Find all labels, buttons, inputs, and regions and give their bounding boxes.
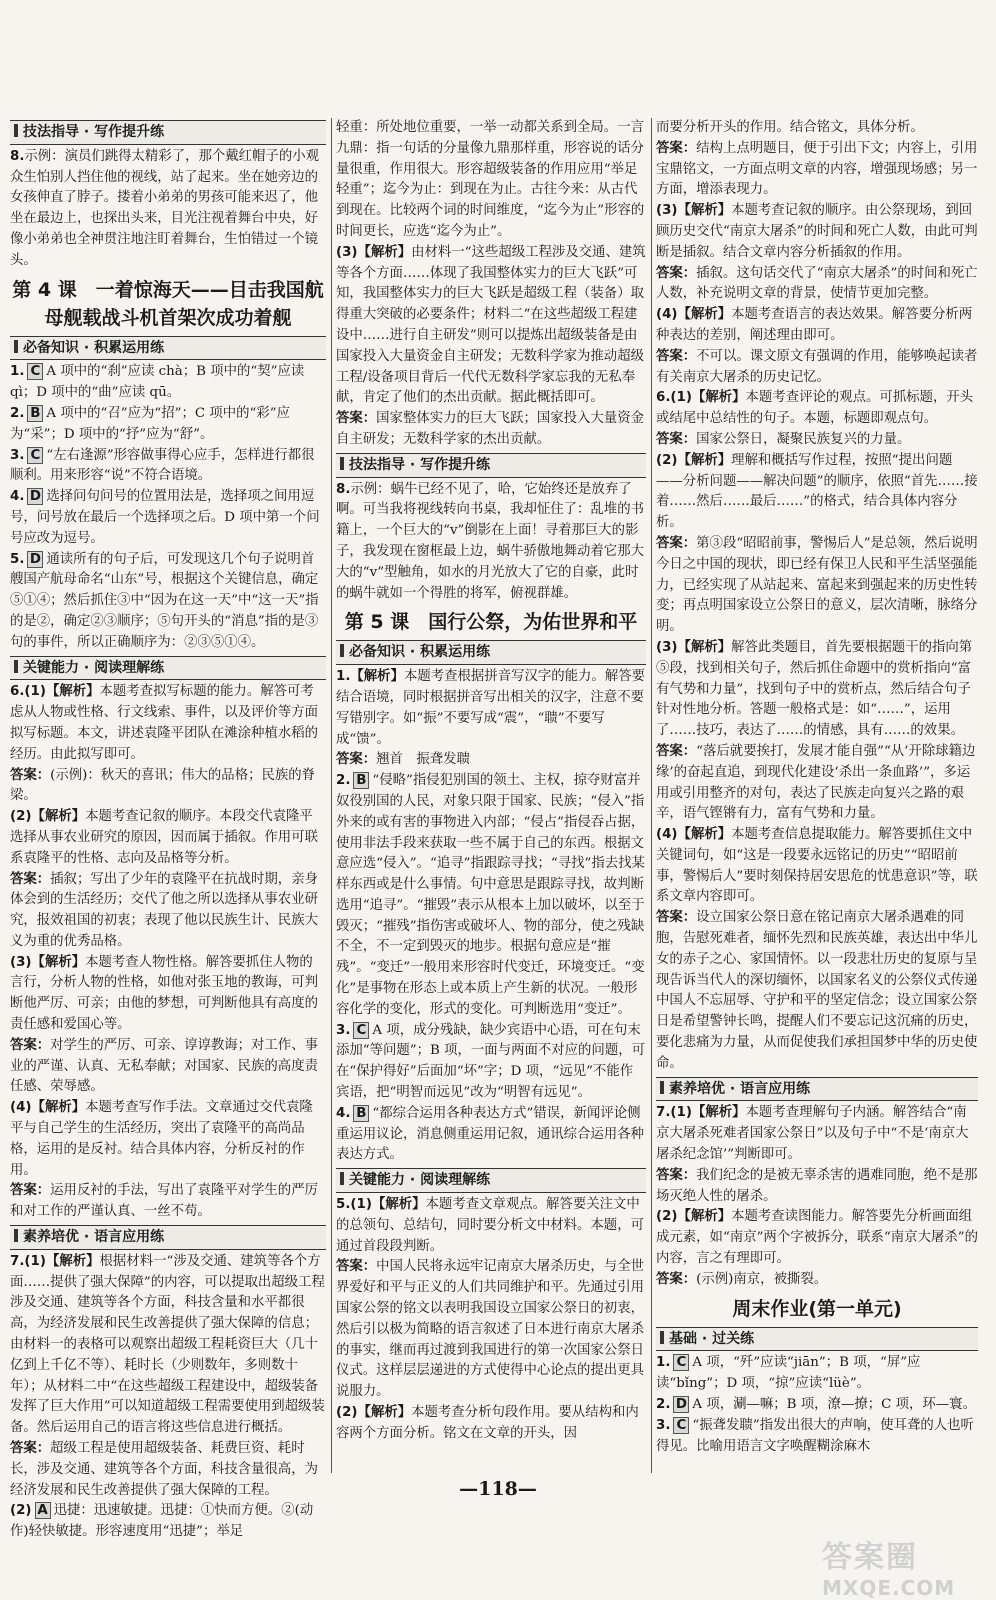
question-item — [336, 480, 646, 605]
question-number: 7. — [656, 1105, 671, 1121]
lesson-title: 第 5 课 国行公祭，为佑世界和平 — [344, 611, 638, 634]
answer-tag: 答案： — [10, 871, 51, 887]
question-text: 由材料一“这些超级工程涉及交通、建筑等各个方面……体现了我国整体实力的巨大飞跃”可知，我国整体实力的巨大飞跃是超级工程（装备）取得重大突破的必要条件；材料二“在这些超级工程建设中……进行自主研发”则可以提炼出超级装备是由国家投入大量资金自主研发；无数科学家为推动超级工程/设备项目背后一代代无数科学家忘我的无私奉献，肯定了他们的杰出贡献。据此概括即可。 — [336, 244, 646, 406]
question-item — [10, 487, 326, 549]
section-header — [656, 1327, 978, 1352]
answer-text: 超级工程是使用超级装备、耗费巨资、耗时长，涉及交通、建筑等各个方面，科技含量很高，为经济发展和民生改善提供了强大保障的工程。 — [10, 1441, 318, 1498]
answer-choice-box: B — [353, 772, 369, 789]
question-item — [656, 388, 978, 430]
section-marker — [14, 660, 18, 673]
question-number: 6. — [656, 390, 671, 406]
question-number: 1. — [336, 669, 351, 685]
question-item — [656, 451, 978, 534]
answer-line — [10, 1036, 326, 1098]
question-text: 本题考查语言的表达效果。解答要分析两种表达的差别，阐述理由即可。 — [656, 307, 973, 343]
section-header — [336, 640, 646, 665]
question-item — [656, 1207, 978, 1269]
question-text: 迅捷：迅速敏捷。迅捷：①快而方便。②(动作)轻快敏捷。形容速度用“迅捷”；举足 — [10, 1503, 314, 1540]
continued-text: 轻重：所处地位重要，一举一动都关系到全局。一言九鼎：指一句话的分量像九鼎那样重，形容说的话分量很重，作用很大。形容超级装备的作用应用“举足轻重”；迄今为止：到现在为止。古往今来：从古代到现在。比较两个词的时间维度，“迄今为止”形容的时间更长，应选“迄今为止”。 — [336, 120, 645, 239]
question-number: 1. — [10, 364, 25, 380]
question-tag: (3)【解析】 — [10, 954, 86, 970]
question-item — [336, 1104, 646, 1166]
question-text: “都综合运用各种表达方式”错误，新闻评论侧重运用议论，消息侧重运用记叙，通讯综合运用各种表达方式。 — [336, 1105, 644, 1163]
question-text: “振聋发聩”指发出很大的声响，使耳聋的人也听得见。比喻用语言文字唤醒糊涂麻木 — [656, 1417, 974, 1454]
question-number: 8. — [10, 148, 25, 164]
question-text: 本题考查文章观点。解答要关注文中的总领句、总结句，同时要分析文中材料。本题，可通过首段段判断。 — [336, 1197, 644, 1254]
answer-choice-box: D — [27, 551, 43, 568]
answer-line — [656, 1166, 978, 1208]
question-tag: (1)【解析】 — [24, 1253, 100, 1269]
question-text: 本题考查记叙的顺序。本段交代袁隆平选择从事农业研究的原因，因而属于插叙。作用可联系袁隆平的性格、志向及品格等分析。 — [10, 809, 318, 866]
answer-tag: 答案： — [656, 431, 697, 447]
answer-text: 第③段“昭昭前事，警惕后人”是总领，然后说明今日之中国的现状，即已经有保卫人民和平生活坚强能力，已经实现了从站起来、富起来到强起来的历史性转变；再点明国家设立公祭日的意义，层次清晰，脉络分明。 — [656, 535, 978, 635]
section-marker — [340, 644, 344, 657]
answer-choice-box: C — [27, 447, 43, 464]
question-text: 理解和概括写作过程，按照“提出问题——分析问题——解决问题”的顺序，依照“首先……接着……然后……最后……”的格式，结合具体内容分析。 — [656, 452, 978, 531]
question-item — [10, 1098, 326, 1181]
watermark-url: MXQE.COM — [822, 1576, 956, 1600]
question-text: 本题考查人物性格。解答要抓住人物的言行，分析人物的性格，如他对张玉地的教诲，可判断他严厉、可亲；由他的梦想，可判断他具有高度的责任感和爱国心等。 — [10, 954, 318, 1033]
answer-choice-box: A — [35, 1502, 51, 1519]
column-divider — [331, 118, 332, 1473]
question-item — [656, 305, 978, 347]
answer-line — [336, 409, 646, 451]
lesson-title: 周末作业(第一单元) — [732, 1297, 902, 1320]
question-text: 解答此类题目，首先要根据题干的指向第⑤段，找到相关句子，然后抓住命题中的赏析指向“富有气势和力量”，找到句子中的赏析点，然后结合句子针对性地分析。答题一般格式是：如“……”，运用了……技巧，表达了……的情感，具有……的效果。 — [656, 639, 973, 739]
answer-choice-box: B — [27, 405, 43, 422]
answer-text: 不可以。课文原文有强调的作用，能够唤起读者有关南京大屠杀的历史记忆。 — [656, 348, 978, 385]
question-tag: (2)【解析】 — [656, 1209, 732, 1225]
answer-tag: 答案： — [10, 1037, 51, 1053]
answer-text: 国家整体实力的巨大飞跃；国家投入大量资金自主研发；无数科学家的杰出贡献。 — [336, 411, 644, 447]
question-text: A 项，“歼”应读“jiān”；B 项，“屏”应读“bǐng”；D 项，“掠”应读“lüè”。 — [656, 1355, 921, 1392]
question-item — [10, 1501, 326, 1543]
section-header — [336, 453, 646, 478]
column-left — [10, 118, 326, 1540]
section-marker — [660, 1331, 664, 1344]
answer-choice-box: C — [27, 363, 43, 380]
answer-tag: 答案： — [656, 1271, 697, 1287]
answer-line — [336, 750, 646, 771]
question-item — [10, 404, 326, 446]
section-header — [10, 336, 326, 361]
answer-choice-box: D — [673, 1396, 689, 1413]
answer-text: 翘首 振聋发聩 — [376, 752, 470, 768]
question-text: 本题考查写作手法。文章通过交代袁隆平与自己学生的生活经历，突出了袁隆平的高尚品格，运用的是反衬。结合具体内容，分析反衬的作用。 — [10, 1100, 313, 1178]
question-item — [336, 1195, 646, 1257]
answer-line — [656, 139, 978, 201]
answer-choice-box: C — [673, 1354, 689, 1371]
question-number: 2. — [336, 773, 351, 789]
question-item — [10, 362, 326, 404]
answer-tag: 答案： — [656, 265, 697, 281]
answer-text: 中国人民将永远牢记南京大屠杀历史，与全世界爱好和平与正义的人们共同维护和平。先通过引用国家公祭的铭文以表明我国设立国家公祭日的初衷，然后引以极为简略的语言叙述了日本进行南京大屠杀的事实，继而再过渡到我国进行的第一次国家公祭日仪式。这样层层递进的方式使得中心论点的提出更具说服力。 — [336, 1259, 644, 1400]
question-tag: (1)【解析】 — [24, 684, 100, 700]
question-tag: (1)【解析】 — [670, 390, 746, 406]
question-tag: (2)【解析】 — [336, 1405, 412, 1421]
section-header — [10, 1225, 326, 1250]
answer-line — [656, 1270, 978, 1291]
answer-text: 结构上点明题目，便于引出下文；内容上，引用宝鼎铭文，一方面点明文章的内容，增强现场感；另一方面，增添表现力。 — [656, 140, 978, 198]
question-number: 3. — [336, 1022, 351, 1038]
answer-text: (示例)：秋天的喜讯；伟大的品格；民族的脊梁。 — [10, 767, 316, 804]
question-item — [336, 243, 646, 409]
answer-tag: 答案： — [10, 1441, 51, 1457]
question-item — [656, 1395, 978, 1416]
answer-tag: 答案： — [336, 411, 377, 427]
answer-tag: 答案： — [10, 767, 51, 783]
answer-tag: 答案： — [656, 910, 697, 926]
answer-text: 插叙；写出了少年的袁隆平在抗战时期，亲身体会到的生活经历；交代了他之所以选择从事农业研究，报效祖国的初衷；表现了他以民族生计、民族大义为重的优秀品格。 — [10, 871, 318, 949]
answer-tag: 答案： — [656, 348, 697, 364]
question-item — [10, 1252, 326, 1439]
watermark-logo — [822, 1532, 972, 1600]
answer-choice-box: C — [673, 1417, 689, 1434]
answer-text: 插叙。这句话交代了“南京大屠杀”的时间和死亡人数，补充说明文章的背景，使情节更加完整。 — [656, 265, 978, 302]
answer-line — [656, 264, 978, 306]
answer-choice-box: D — [27, 488, 43, 505]
answer-text: 设立国家公祭日意在铭记南京大屠杀遇难的同胞，告慰死难者，缅怀先烈和民族英雄，表达出中华儿女的赤子之心、家国情怀。以一段悲壮历史的复原与呈现告诉当代人的深切缅怀，以国家名义的公祭仪式传递中国人不忘屈辱、守护和平的坚定信念；设立国家公祭日是希望警钟长鸣，提醒人们不要忘记这沉痛的历史，要化悲痛为力量，从而促使我们承担国梦中华的历史使命。 — [656, 910, 978, 1071]
question-number: 4. — [10, 489, 25, 505]
section-marker — [14, 340, 18, 353]
answer-text: 运用反衬的手法，写出了袁隆平对学生的严厉和对工作的严谨认真、一丝不苟。 — [10, 1183, 318, 1220]
section-title: 关键能力 · 阅读理解练 — [349, 1172, 491, 1189]
section-title: 技法指导 · 写作提升练 — [349, 456, 491, 473]
question-text: 示例：演员们跳得太精彩了，那个戴红帽子的小观众生怕别人挡住他的视线，站了起来。坐在她旁边的女孩伸直了脖子。搂着小弟弟的男孩可能来迟了，他坐在最边上，也探出头来，目光注视着舞台中央，好像小弟弟也全神贯注地注盯着舞台，生怕错过一个镜头。 — [10, 148, 319, 268]
answer-text: 我们纪念的是被无辜杀害的遇难同胞，绝不是那场灭绝人性的屠杀。 — [656, 1167, 978, 1204]
question-tag: (3)【解析】 — [336, 244, 412, 260]
watermark-mark: 答案圈 — [822, 1540, 918, 1575]
answer-choice-box: C — [353, 1022, 369, 1039]
answer-tag: 答案： — [656, 535, 697, 551]
answer-choice-box: B — [353, 1105, 369, 1122]
answer-tag: 答案： — [656, 743, 697, 759]
question-number: 2. — [10, 405, 25, 421]
answer-line — [10, 870, 326, 953]
question-text: 本题考查记叙的顺序。由公祭现场，到回顾历史交代“南京大屠杀”的时间和死亡人数，由此可判断是插叙。结合文章内容分析插叙的作用。 — [656, 203, 978, 260]
question-text: 示例：蜗牛已经不见了，哈，它始终还是放弃了啊。可当我将视线转向书桌，我却怔住了：乱堆的书籍上，一个巨大的“v”倒影在上面！寻着那巨大的影子，我发现在窗框最上边，蜗牛骄傲地舞动着它那大大的“v”型触角，如水的月光放大了它的自豪，此时的蜗牛就如一个得胜的将军，俯视群雄。 — [336, 481, 644, 601]
question-text: 根据材料一“涉及交通、建筑等各个方面……提供了强大保障”的内容，可以提取出超级工程涉及交通、建筑等各个方面，科技含量和水平都很高，为经济发展和民生改善提供了强大保障的信息；由材料一的表格可以观察出超级工程耗资巨大（几十亿到上千亿不等）、耗时长（少则数年，多则数十年）；从材料二中“在这些超级工程建设中，超级装备发挥了巨大作用”可以知道超级工程需要使用到超级装备。然后运用自己的语言将这些信息进行概括。 — [10, 1253, 325, 1436]
question-item — [656, 1103, 978, 1165]
column-middle — [336, 118, 646, 1473]
question-text: “左右逢源”形容做事得心应手，怎样进行都很顺利。用来形容“说”不符合语境。 — [10, 447, 315, 484]
question-text: A 项中的“刹”应读 chà；B 项中的“契”应读 qì；D 项中的“曲”应读 qū。 — [10, 364, 305, 401]
answer-line — [656, 742, 978, 825]
section-title: 关键能力 · 阅读理解练 — [23, 659, 165, 676]
answer-tag: 答案： — [336, 752, 377, 768]
question-tag: (1)【解析】 — [670, 1105, 746, 1121]
answer-line — [10, 1181, 326, 1223]
question-tag: (3)【解析】 — [656, 203, 732, 219]
answer-tag: 答案： — [336, 1259, 377, 1275]
question-tag: (2)【解析】 — [10, 809, 86, 825]
question-text: A 项中的“召”应为“招”；C 项中的“彩”应为“采”；D 项中的“抒”应为“舒”。 — [10, 405, 290, 442]
answer-text: 国家公祭日，凝聚民族复兴的力量。 — [696, 431, 911, 447]
question-tag: (4)【解析】 — [656, 827, 732, 843]
question-number: 3. — [10, 447, 25, 463]
section-header — [10, 656, 326, 681]
lesson-title: 第 4 课 一着惊海天——目击我国航母舰载战斗机首架次成功着舰 — [12, 278, 324, 329]
question-item — [656, 825, 978, 908]
answer-text: (示例)南京，被撕裂。 — [696, 1271, 828, 1287]
question-tag: (1)【解析】 — [350, 1197, 426, 1213]
section-header — [656, 1077, 978, 1102]
question-tag: (2)【解析】 — [656, 452, 732, 468]
section-header — [10, 120, 326, 145]
question-number: 2. — [656, 1397, 671, 1413]
answer-text: “落后就要挨打，发展才能自强”“从‘开除球籍边缘’的奋起直追，到现代化建设‘杀出一条血路’”，多运用或引用整齐的对句，表达了民族走向复兴之路的艰辛，语气铿锵有力，富有气势和力量。 — [656, 743, 976, 822]
answer-tag: 答案： — [10, 1183, 51, 1199]
answer-line — [10, 766, 326, 808]
section-title: 必备知识 · 积累运用练 — [349, 644, 491, 661]
question-number: 5. — [336, 1197, 351, 1213]
question-item — [336, 1021, 646, 1104]
answer-line — [656, 430, 978, 451]
answer-text: 对学生的严厉、可亲、谆谆教诲；对工作、事业的严谨、认真、无私奉献；对国家、民族的高度责任感、荣辱感。 — [10, 1037, 318, 1095]
question-item — [656, 1416, 978, 1458]
section-title: 素养培优 · 语言应用练 — [23, 1229, 165, 1246]
section-marker — [340, 1172, 344, 1185]
question-number: 5. — [10, 551, 25, 567]
section-marker — [14, 124, 18, 137]
answer-line — [656, 347, 978, 389]
question-item — [10, 550, 326, 654]
continued-text: 而要分析开头的作用。结合铭文，具体分析。 — [656, 120, 924, 135]
answer-line — [656, 534, 978, 638]
question-tag: (4)【解析】 — [10, 1100, 86, 1116]
question-item — [10, 147, 326, 272]
question-item — [656, 1353, 978, 1395]
question-number: 4. — [336, 1105, 351, 1121]
question-item — [10, 682, 326, 765]
column-right — [656, 118, 978, 1473]
question-text: “侵略”指侵犯别国的领土、主权，掠夺财富并奴役别国的人民，对象只限于国家、民族；“侵入”指外来的或有害的事物进入内部；“侵占”指侵吞占据，使用非法手段来获取一些不属于自己的东西。根据文意应选“侵入”。“追寻”指跟踪寻找；“寻找”指去找某样东西或是什么事情。句中意思是跟踪寻找，故判断选用“追寻”。“摧毁”表示从根本上加以破坏，以至于毁灭；“摧残”指伤害或破坏人、物的部分，使之残缺不全，不一定到毁灭的地步。根据句意应是“摧残”。“变迁”一般用来形容时代变迁，环境变迁。“变化”是事物在形态上或本质上产生新的状况。一般形容化学的变化，形式的变化。可判断选用“变迁”。 — [336, 773, 645, 1017]
question-item — [336, 667, 646, 750]
page-number: —118— — [459, 1478, 537, 1500]
question-item — [336, 771, 646, 1021]
question-text: A 项，成分残缺，缺少宾语中心语，可在句末添加“等问题”；B 项，一面与两面不对应的问题，可在“保护得好”后面加“坏”字；D 项，“远见”不能作宾语，把“明智而远见”改为“明智有远见”。 — [336, 1022, 645, 1101]
question-item — [656, 201, 978, 263]
answer-line — [336, 1257, 646, 1403]
question-item — [336, 1403, 646, 1445]
answer-line — [656, 908, 978, 1074]
question-tag: (4)【解析】 — [656, 307, 732, 323]
question-text: 通读所有的句子后，可发现这几个句子说明首艘国产航母命名“山东”号，根据这个关键信息，确定⑤①④；然后抓住③中“因为在这一天”中“这一天”指的是②，确定②③顺序；⑤句开头的“消息”指的是③句的事件，所以正确顺序为：②③⑤①④。 — [10, 551, 319, 650]
question-number: 3. — [656, 1417, 671, 1433]
question-item — [656, 638, 978, 742]
question-text: 选择问句问号的位置用法是，选择项之间用逗号，问号放在最后一个选择项之后。D 项中第一个问号应改为逗号。 — [10, 489, 320, 546]
answer-tag: 答案： — [656, 1167, 697, 1183]
question-tag: 【解析】 — [350, 669, 404, 685]
section-header — [336, 1168, 646, 1193]
column-divider — [651, 118, 652, 1473]
question-tag: (3)【解析】 — [656, 639, 732, 655]
question-text: 本题考查信息提取能力。解答要抓住文中关键词句，如“这是一段要永远铭记的历史”“昭昭前事，警惕后人”要时刻保持居安思危的忧患意识”等，联系文章内容即可。 — [656, 827, 978, 905]
question-text: 本题考查拟写标题的能力。解答可考虑从人物或性格、行文线索、事件，以及评价等方面拟写标题。本文，讲述袁隆平团队在滩涂种植水稻的经历。由此拟写即可。 — [10, 684, 318, 762]
question-item — [10, 446, 326, 488]
answer-tag: 答案： — [656, 140, 697, 156]
section-title: 素养培优 · 语言应用练 — [669, 1080, 811, 1097]
section-title: 技法指导 · 写作提升练 — [23, 124, 165, 140]
question-text: 本题考查根据拼音写汉字的能力。解答要结合语境，同时根据拼音写出相关的汉字，注意不要写错别字。如“振”不要写成“震”，“聩”不要写成“馈”。 — [336, 669, 645, 747]
section-marker — [14, 1229, 18, 1242]
question-number: 8. — [336, 481, 351, 497]
question-item — [10, 953, 326, 1036]
section-marker — [340, 457, 344, 470]
question-number: 7. — [10, 1253, 25, 1269]
question-text: 本题考查读图能力。解答要先分析画面组成元素，如“南京”两个字被拆分，联系“南京大屠杀”的内容，言之有理即可。 — [656, 1209, 978, 1267]
question-text: 本题考查分析句段作用。要从结构和内容两个方面分析。铭文在文章的开头，因 — [336, 1405, 639, 1441]
question-text: A 项，涮—嘛；B 项，潦—撩；C 项，环—寰。 — [692, 1397, 976, 1413]
section-marker — [660, 1081, 664, 1094]
section-title: 基础 · 过关练 — [669, 1330, 755, 1347]
question-tag: (2) — [10, 1503, 32, 1519]
question-text: 本题考查评论的观点。可抓标题，开头或结尾中总结性的句子。本题，标题即观点句。 — [656, 390, 974, 427]
question-number: 6. — [10, 684, 25, 700]
question-item — [10, 807, 326, 869]
question-text: 本题考查理解句子内涵。解答结合“南京大屠杀死难者国家公祭日”以及句子中“不是‘南京大屠杀纪念馆’”判断即可。 — [656, 1105, 969, 1163]
section-title: 必备知识 · 积累运用练 — [23, 339, 165, 356]
question-number: 1. — [656, 1355, 671, 1371]
